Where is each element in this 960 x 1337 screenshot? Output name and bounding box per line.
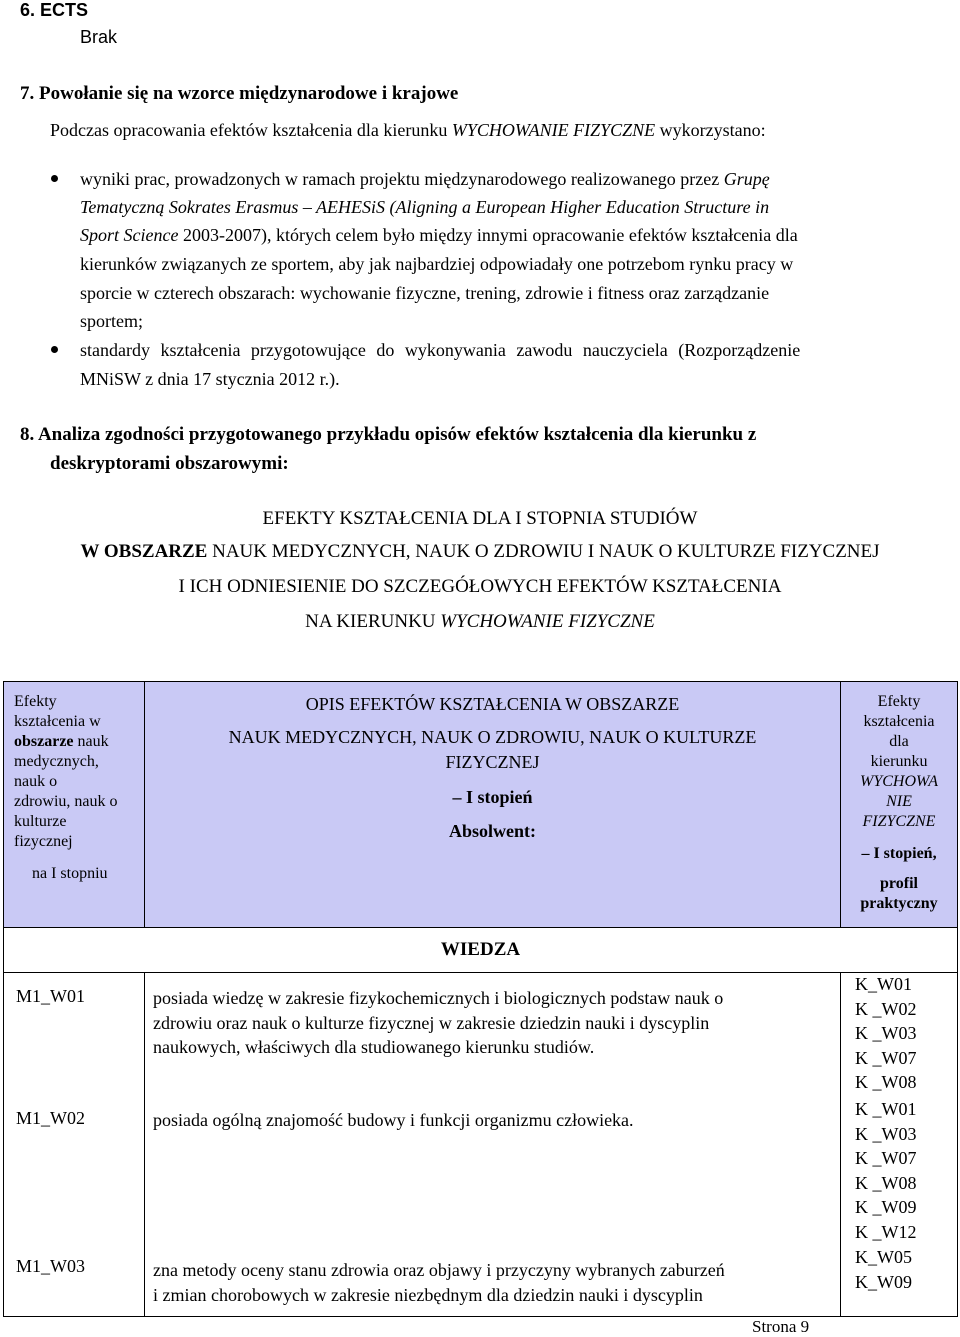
hl-1: Efekty	[14, 693, 57, 710]
hl-8: fizycznej	[14, 833, 73, 850]
hl-3-rest: nauk	[73, 733, 109, 750]
row-2-desc-1: posiada ogólną znajomość budowy i funkcji organizmu człowieka.	[153, 1110, 634, 1130]
hl-3	[14, 732, 144, 752]
bullet-1-line-5: sporcie w czterech obszarach: wychowanie fizyczne, trening, zdrowie i fitness oraz zarządzanie	[80, 283, 770, 303]
hr-1: Efekty	[877, 693, 921, 710]
header-cell-middle	[144, 681, 841, 928]
row-2-ref: K _W09	[855, 1197, 917, 1217]
hm-2: NAUK MEDYCZNYCH, NAUK O ZDROWIU, NAUK O KULTURZE	[228, 727, 757, 747]
hm-4: – I stopień	[452, 787, 533, 807]
row-1-ref: K _W08	[855, 1072, 917, 1092]
row-1-ref: K _W02	[855, 998, 917, 1019]
bullet-1	[51, 175, 58, 182]
bullet-2-line-1: standardy kształcenia przygotowujące do wykonywania zawodu nauczyciela (Rozporządzenie	[80, 340, 801, 360]
hr-8: – I stopień,	[861, 845, 937, 862]
hl-7: kulturze	[14, 813, 67, 830]
hr-3: dla	[889, 733, 909, 750]
row-1-desc-2: zdrowiu oraz nauk o kulturze fizycznej w zakresie dziedzin nauki i dyscyplin	[153, 1012, 710, 1033]
hl-2: kształcenia w	[14, 713, 101, 730]
hl-9: na I stopniu	[32, 865, 108, 882]
bullet-2	[51, 346, 58, 353]
row-1-desc-3: naukowych, właściwych dla studiowanego kierunku studiów.	[153, 1037, 595, 1057]
bullet-1-line-3	[80, 223, 798, 247]
bullet-1-italic-2: Sport Science	[80, 225, 179, 245]
hl-5: nauk o	[14, 773, 58, 790]
hr-6: NIE	[886, 793, 912, 810]
hl-3-bold: obszarze	[14, 733, 74, 750]
row-3-desc-1: zna metody oceny stanu zdrowia oraz objawy i przyczyny wybranych zaburzeń	[153, 1260, 725, 1280]
row-1-desc	[153, 986, 723, 1060]
row-2-ref: K _W01	[855, 1099, 917, 1119]
title-line-1: EFEKTY KSZTAŁCENIA DLA I STOPNIA STUDIÓW	[262, 508, 698, 529]
title-line-3: I ICH ODNIESIENIE DO SZCZEGÓŁOWYCH EFEKTÓW KSZTAŁCENIA	[178, 576, 782, 597]
section-8-line-2: deskryptorami obszarowymi:	[50, 453, 289, 474]
hm-3: FIZYCZNEJ	[445, 752, 540, 772]
section-7-heading: 7. Powołanie się na wzorce międzynarodowe i krajowe	[20, 83, 459, 104]
intro-field: WYCHOWANIE FIZYCZNE	[451, 120, 656, 140]
hr-9: profil	[880, 875, 918, 892]
hm-5: Absolwent:	[448, 821, 536, 841]
section-6-value: Brak	[80, 27, 118, 47]
row-1-refs	[855, 972, 917, 1095]
hl-6: zdrowiu, nauk o	[14, 793, 118, 810]
title-field: WYCHOWANIE FIZYCZNE	[440, 611, 655, 632]
codes-column	[3, 972, 145, 1317]
row-1-ref: K _W07	[855, 1047, 917, 1068]
row-3-ref: K_W09	[855, 1271, 912, 1292]
bullet-1-italic: Grupę	[723, 169, 770, 189]
intro-text: Podczas opracowania efektów kształcenia dla kierunku	[50, 120, 452, 140]
hr-5: WYCHOWA	[860, 773, 938, 790]
bullet-1-line-1	[80, 167, 770, 191]
row-3-desc-2: i zmian chorobowych w zakresie niezbędnym dla dziedzin nauki i dyscyplin	[153, 1284, 703, 1305]
row-2-refs	[855, 1097, 917, 1244]
row-1-ref: K _W03	[855, 1023, 917, 1043]
hm-1: OPIS EFEKTÓW KSZTAŁCENIA W OBSZARZE	[305, 694, 680, 714]
bullet-1-line-2: Tematyczną Sokrates Erasmus – AEHESiS (Aligning a European Higher Education Structure in	[80, 197, 770, 217]
title-line-2	[0, 539, 960, 565]
row-2-ref: K _W03	[855, 1123, 917, 1144]
title-rest: NAUK MEDYCZNYCH, NAUK O ZDROWIU I NAUK O KULTURZE FIZYCZNEJ	[207, 541, 880, 562]
title-text: NA KIERUNKU	[305, 611, 441, 632]
row-2-ref: K _W12	[855, 1221, 917, 1242]
bullet-1-text: wyniki prac, prowadzonych w ramach projektu międzynarodowego realizowanego przez	[80, 169, 724, 189]
row-2-code: M1_W02	[16, 1108, 85, 1128]
bullet-1-line-6: sportem;	[80, 311, 143, 331]
bullet-2-line-2: MNiSW z dnia 17 stycznia 2012 r.).	[80, 369, 340, 389]
hr-4: kierunku	[870, 753, 928, 770]
row-3-refs	[855, 1245, 912, 1294]
title-bold: W OBSZARZE	[80, 541, 208, 562]
section-8-line-1: 8. Analiza zgodności przygotowanego przykładu opisów efektów kształcenia dla kierunku z	[20, 424, 757, 445]
row-2-ref: K _W07	[855, 1148, 917, 1168]
row-3-code: M1_W03	[16, 1256, 85, 1276]
category-row	[3, 927, 958, 973]
bullet-1-text-2: 2003-2007), których celem było między innymi opracowanie efektów kształcenia dla	[178, 225, 798, 245]
section-6-heading: 6. ECTS	[20, 0, 89, 20]
row-1-code: M1_W01	[16, 986, 85, 1006]
row-1-desc-1: posiada wiedzę w zakresie fizykochemicznych i biologicznych podstaw nauk o	[153, 988, 724, 1008]
section-7-intro	[50, 118, 766, 142]
intro-text-end: wykorzystano:	[655, 120, 766, 140]
row-2-ref: K _W08	[855, 1172, 917, 1193]
bullet-1-line-4: kierunków związanych ze sportem, aby jak najbardziej odpowiadały one potrzebom rynku pracy w	[80, 254, 794, 274]
hr-2: kształcenia	[863, 713, 935, 730]
hl-4: medycznych,	[14, 753, 99, 770]
row-3-desc	[153, 1258, 725, 1307]
title-line-4	[0, 609, 960, 635]
row-1-ref: K_W01	[855, 974, 912, 994]
hr-7: FIZYCZNE	[862, 813, 936, 830]
page-number: Strona 9	[748, 1317, 813, 1337]
header-cell-right	[840, 681, 958, 928]
category-label: WIEDZA	[440, 939, 521, 960]
hr-10: praktyczny	[860, 895, 938, 912]
refs-column	[840, 972, 958, 1317]
row-3-ref: K_W05	[855, 1247, 912, 1267]
descriptions-column	[144, 972, 841, 1317]
header-cell-left	[3, 681, 145, 928]
row-2-desc	[153, 1108, 634, 1133]
